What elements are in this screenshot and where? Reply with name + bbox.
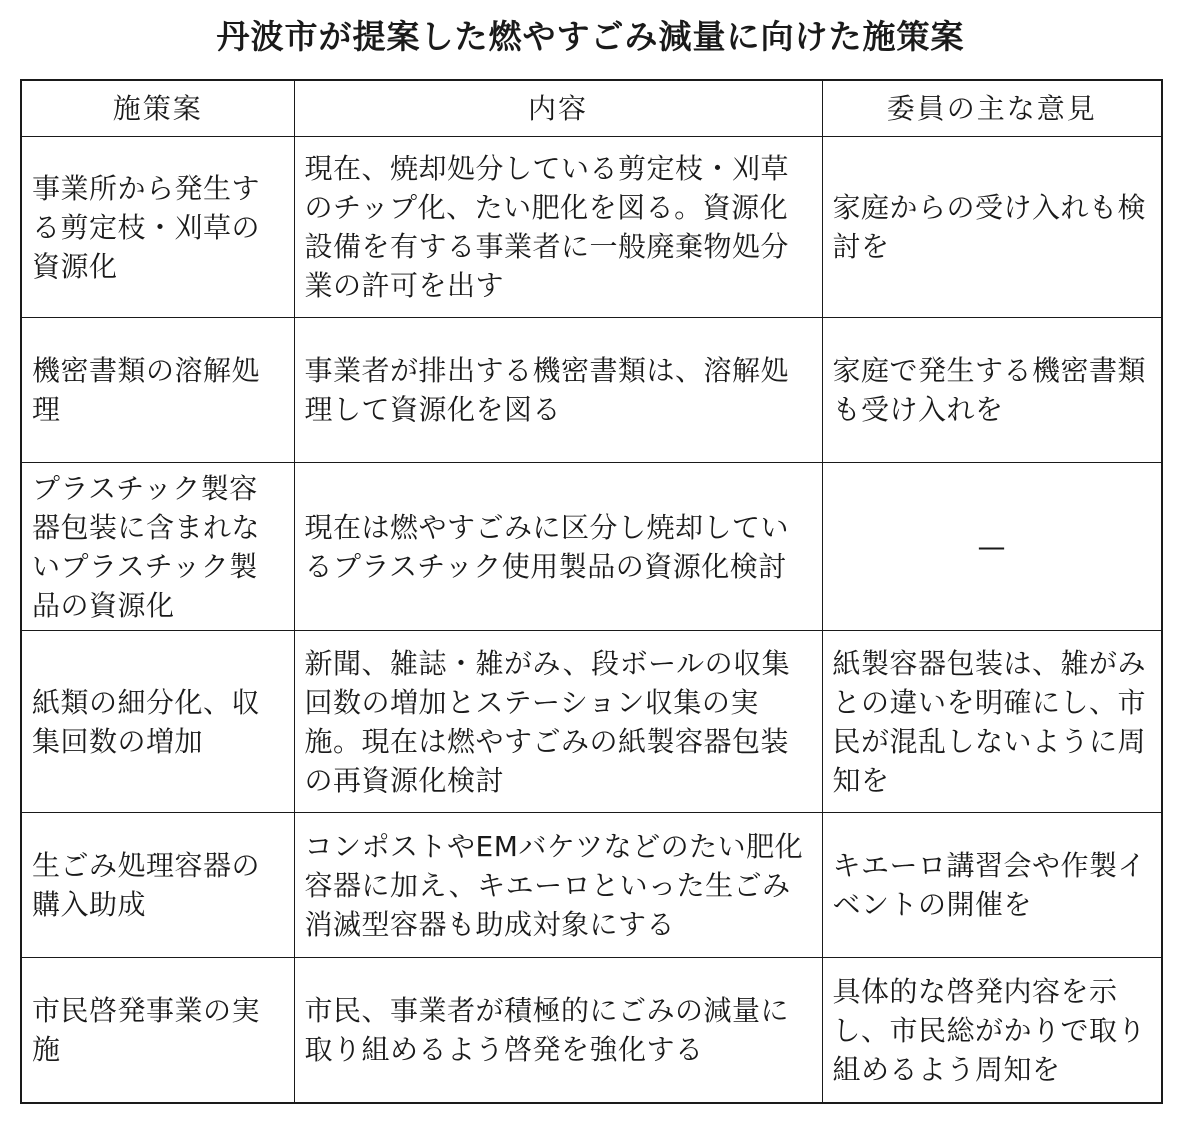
- policy-table: [20, 79, 1163, 1104]
- content-cell: 市民、事業者が積極的にごみの減量に取り組めるよう啓発を強化する: [294, 958, 822, 1104]
- table-row: [21, 318, 1162, 463]
- table-row: [21, 631, 1162, 813]
- opinion-cell: 具体的な啓発内容を示し、市民総がかりで取り組めるよう周知を: [822, 958, 1162, 1104]
- content-cell: 現在、焼却処分している剪定枝・刈草のチップ化、たい肥化を図る。資源化設備を有する事業者に一般廃棄物処分業の許可を出す: [294, 137, 822, 318]
- measure-cell: 市民啓発事業の実施: [21, 958, 294, 1104]
- content-cell: 事業者が排出する機密書類は、溶解処理して資源化を図る: [294, 318, 822, 463]
- table-row: [21, 463, 1162, 631]
- opinion-cell: 家庭からの受け入れも検討を: [822, 137, 1162, 318]
- opinion-cell: キエーロ講習会や作製イベントの開催を: [822, 813, 1162, 958]
- opinion-cell: —: [822, 463, 1162, 631]
- header-measure: 施策案: [21, 80, 294, 137]
- content-cell: コンポストやEMバケツなどのたい肥化容器に加え、キエーロといった生ごみ消滅型容器も助成対象にする: [294, 813, 822, 958]
- measure-cell: 紙類の細分化、収集回数の増加: [21, 631, 294, 813]
- table-row: [21, 137, 1162, 318]
- content-cell: 新聞、雑誌・雑がみ、段ボールの収集回数の増加とステーション収集の実施。現在は燃やすごみの紙製容器包装の再資源化検討: [294, 631, 822, 813]
- measure-cell: プラスチック製容器包装に含まれないプラスチック製品の資源化: [21, 463, 294, 631]
- measure-cell: 機密書類の溶解処理: [21, 318, 294, 463]
- header-content: 内容: [294, 80, 822, 137]
- table-row: [21, 813, 1162, 958]
- content-cell: 現在は燃やすごみに区分し焼却しているプラスチック使用製品の資源化検討: [294, 463, 822, 631]
- measure-cell: 生ごみ処理容器の購入助成: [21, 813, 294, 958]
- page-title: 丹波市が提案した燃やすごみ減量に向けた施策案: [216, 17, 965, 56]
- table-row: [21, 958, 1162, 1104]
- table-header-row: [21, 80, 1162, 137]
- opinion-cell: 紙製容器包装は、雑がみとの違いを明確にし、市民が混乱しないように周知を: [822, 631, 1162, 813]
- opinion-cell: 家庭で発生する機密書類も受け入れを: [822, 318, 1162, 463]
- measure-cell: 事業所から発生する剪定枝・刈草の資源化: [21, 137, 294, 318]
- header-opinion: 委員の主な意見: [822, 80, 1162, 137]
